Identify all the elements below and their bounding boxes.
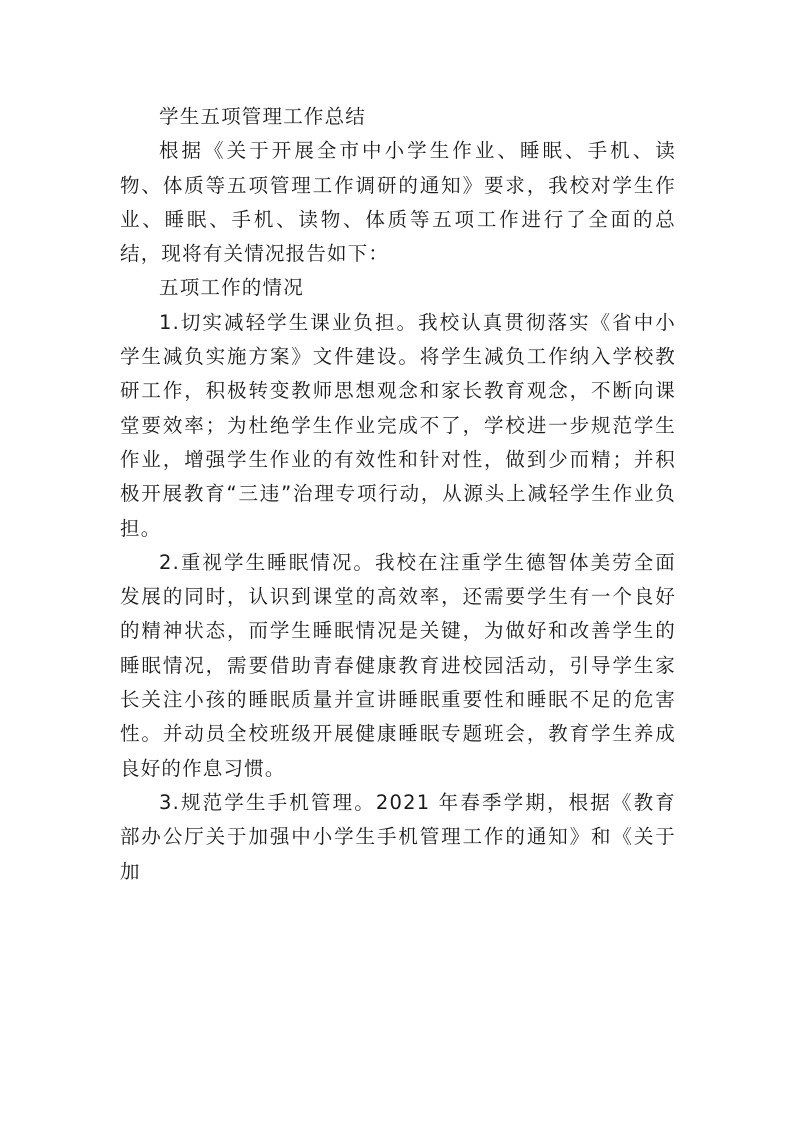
intro-paragraph: 根据《关于开展全市中小学生作业、睡眠、手机、读物、体质等五项管理工作调研的通知》要求，我校对学生作业、睡眠、手机、读物、体质等五项工作进行了全面的总结，现将有关情况报告如下： (120, 139, 676, 266)
document-title: 学生五项管理工作总结 (159, 105, 367, 128)
item-paragraph-2: 2.重视学生睡眠情况。我校在注重学生德智体美劳全面发展的同时，认识到课堂的高效率，还需要学生有一个良好的精神状态，而学生睡眠情况是关键，为做好和改善学生的睡眠情况，需要借助青春健康教育进校园活动，引导学生家长关注小孩的睡眠质量并宣讲睡眠重要性和睡眠不足的危害性。并动员全校班级开展健康睡眠专题班会，教育学生养成良好的作息习惯。 (120, 550, 676, 780)
item-paragraph-1: 1.切实减轻学生课业负担。我校认真贯彻落实《省中小学生减负实施方案》文件建设。将学生减负工作纳入学校教研工作，积极转变教师思想观念和家长教育观念，不断向课堂要效率；为杜绝学生作业完成不了，学校进一步规范学生作业，增强学生作业的有效性和针对性，做到少而精；并积极开展教育“三违”治理专项行动，从源头上减轻学生作业负担。 (120, 310, 676, 540)
document-body (120, 100, 676, 889)
section-heading: 五项工作的情况 (159, 276, 304, 300)
item-paragraph-3: 3.规范学生手机管理。2021 年春季学期，根据《教育部办公厅关于加强中小学生手机管理工作的通知》和《关于加 (120, 790, 676, 883)
